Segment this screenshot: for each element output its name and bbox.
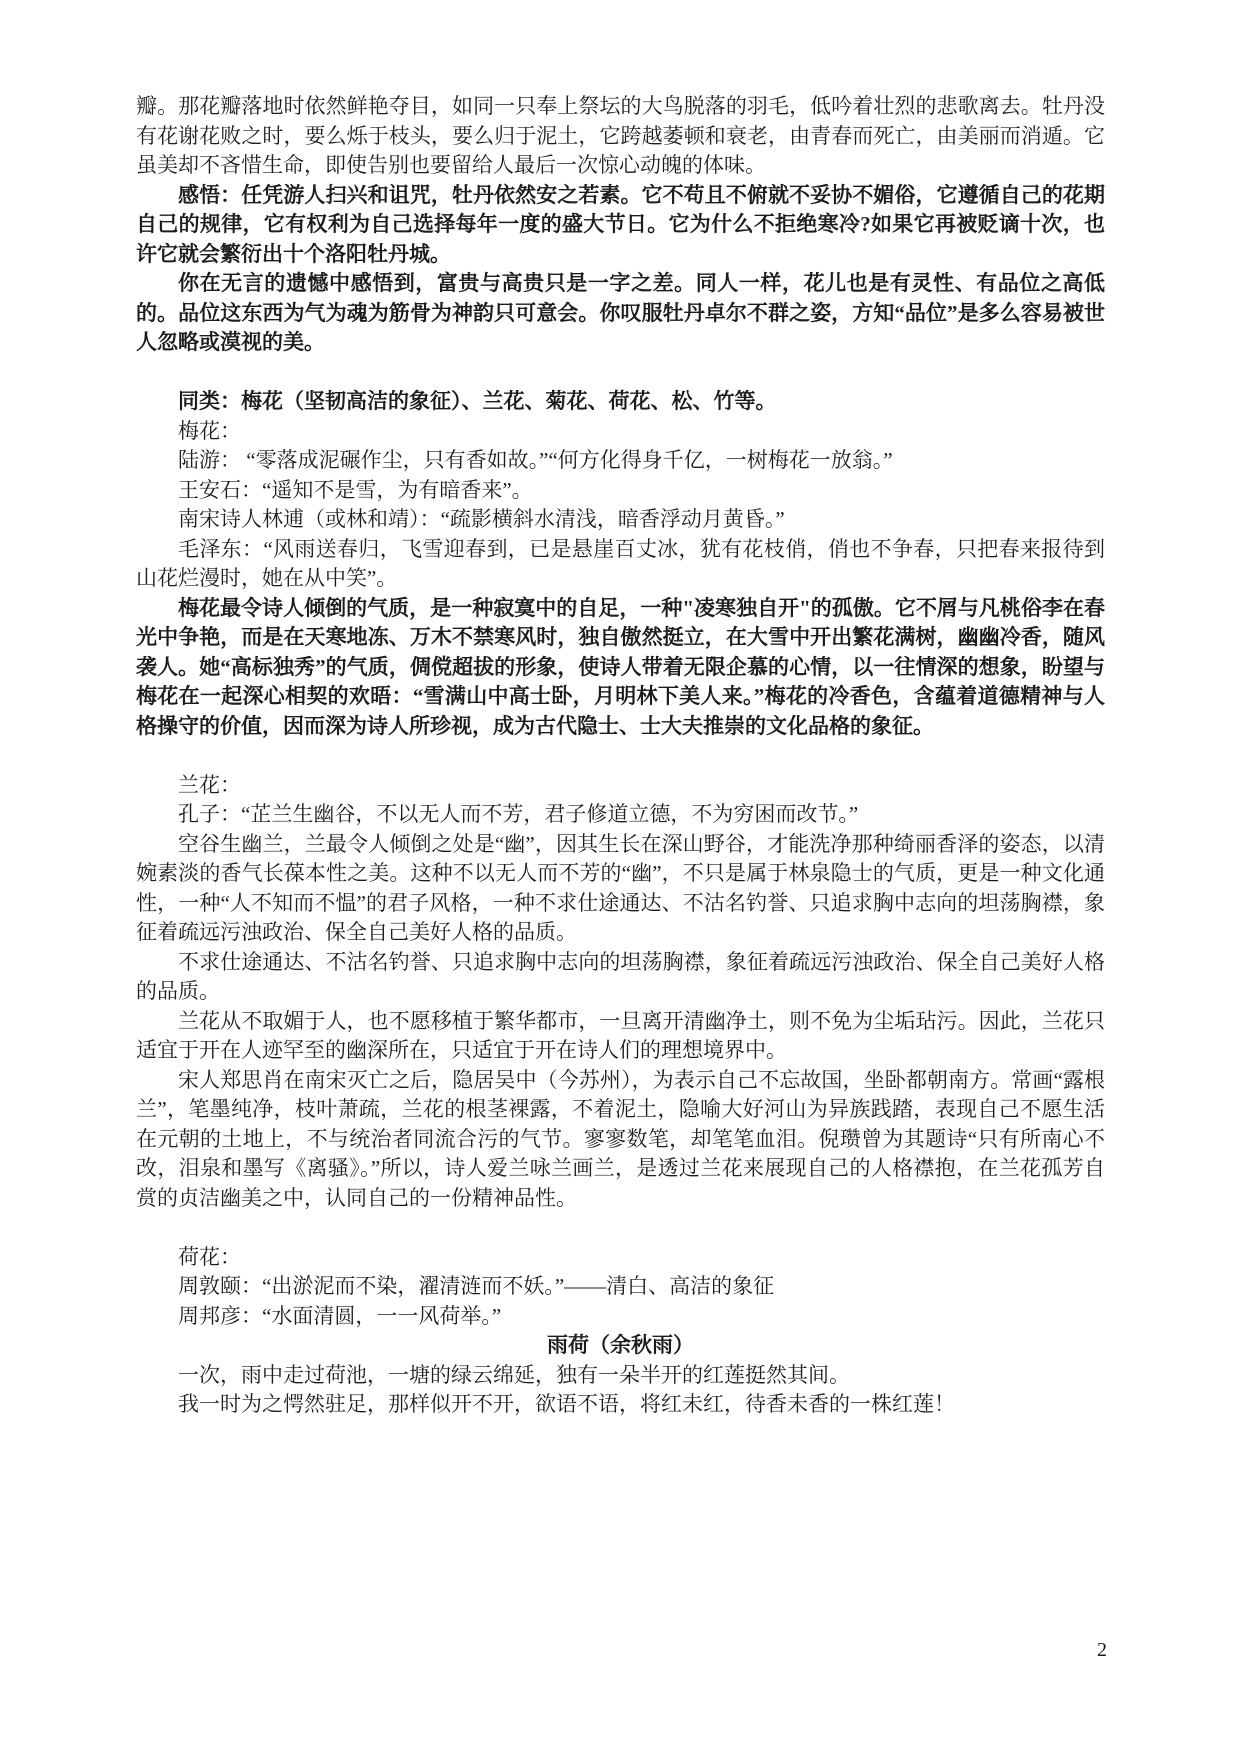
document-body xyxy=(136,92,1105,1420)
paragraph-continuation: 瓣。那花瓣落地时依然鲜艳夺目，如同一只奉上祭坛的大鸟脱落的羽毛，低吟着壮烈的悲歌离去。牡丹没有花谢花败之时，要么烁于枝头，要么归于泥土，它跨越萎顿和衰老，由青春而死亡，由美丽而消遁。它虽美却不吝惜生命，即使告别也要留给人最后一次惊心动魄的体味。 xyxy=(136,94,1105,177)
paragraph-hehua-label: 荷花： xyxy=(178,1244,241,1269)
paragraph-lanhua-analysis-1: 空谷生幽兰，兰最令人倾倒之处是“幽”，因其生长在深山野谷，才能洗净那种绮丽香泽的姿态，以清婉素淡的香气长葆本性之美。这种不以无人而不芳的“幽”，不只是属于林泉隐士的气质，更是一种文化通性，一种“人不知而不愠”的君子风格，一种不求仕途通达、不沽名钓誉、只追求胸中志向的坦荡胸襟，象征着疏远污浊政治、保全自己美好人格的品质。 xyxy=(136,831,1105,944)
paragraph-kongzi-quote: 孔子：“芷兰生幽谷，不以无人而不芳，君子修道立德，不为穷困而改节。” xyxy=(178,802,859,826)
paragraph-lanhua-analysis-3: 兰花从不取媚于人，也不愿移植于繁华都市，一旦离开清幽净土，则不免为尘垢玷污。因此，兰花只适宜于开在人迹罕至的幽深所在，只适宜于开在诗人们的理想境界中。 xyxy=(136,1008,1105,1062)
paragraph-meihua-label: 梅花： xyxy=(178,418,241,443)
paragraph-zhoubangyan-quote: 周邦彦：“水面清圆，一一风荷举。” xyxy=(178,1303,502,1328)
paragraph-zhoudunyi-quote: 周敦颐：“出淤泥而不染，濯清涟而不妖。”——清白、高洁的象征 xyxy=(178,1274,775,1298)
paragraph-yuhe-title: 雨荷（余秋雨） xyxy=(547,1333,694,1357)
paragraph-reflection: 你在无言的遗憾中感悟到，富贵与高贵只是一字之差。同人一样，花儿也是有灵性、有品位之高低的。品位这东西为气为魂为筋骨为神韵只可意会。你叹服牡丹卓尔不群之姿，方知“品位”是多么容易被世人忽略或漠视的美。 xyxy=(136,271,1105,354)
paragraph-ganwu: 感悟：任凭游人扫兴和诅咒，牡丹依然安之若素。它不苟且不俯就不妥协不媚俗，它遵循自己的花期自己的规律，它有权利为自己选择每年一度的盛大节日。它为什么不拒绝寒冷?如果它再被贬谪十次，也许它就会繁衍出十个洛阳牡丹城。 xyxy=(136,182,1105,266)
paragraph-zhengsixiao-story: 宋人郑思肖在南宋灭亡之后，隐居吴中（今苏州），为表示自己不忘故国，坐卧都朝南方。常画“露根兰”，笔墨纯净，枝叶萧疏，兰花的根茎裸露，不着泥土，隐喻大好河山为异族践踏，表现自己不愿生活在元朝的土地上，不与统治者同流合污的气节。寥寥数笔，却笔笔血泪。倪瓒曾为其题诗“只有所南心不改，泪泉和墨写《离骚》。”所以，诗人爱兰咏兰画兰，是透过兰花来展现自己的人格襟抱，在兰花孤芳自赏的贞洁幽美之中，认同自己的一份精神品性。 xyxy=(136,1067,1105,1210)
paragraph-tonglei-heading: 同类：梅花（坚韧高洁的象征）、兰花、菊花、荷花、松、竹等。 xyxy=(178,389,777,413)
paragraph-meihua-analysis: 梅花最令诗人倾倒的气质，是一种寂寞中的自足，一种"凌寒独自开"的孤傲。它不屑与凡桃俗李在春光中争艳，而是在天寒地冻、万木不禁寒风时，独自傲然挺立，在大雪中开出繁花满树，幽幽冷香，随风袭人。她“高标独秀”的气质，倜傥超拔的形象，使诗人带着无限企慕的心情，以一往情深的想象，盼望与梅花在一起深心相契的欢晤：“雪满山中高士卧，月明林下美人来。”梅花的冷香色，含蕴着道德精神与人格操守的价值，因而深为诗人所珍视，成为古代隐士、士大夫推崇的文化品格的象征。 xyxy=(136,595,1105,738)
paragraph-yuhe-line-2: 我一时为之愕然驻足，那样似开不开，欲语不语，将红未红，待香未香的一株红莲！ xyxy=(178,1392,955,1416)
paragraph-wanganshi-quote: 王安石：“遥知不是雪，为有暗香来”。 xyxy=(178,477,533,502)
paragraph-luyou-quote: 陆游： “零落成泥碾作尘，只有香如故。”“何方化得身千亿，一树梅花一放翁。” xyxy=(178,448,893,472)
paragraph-lanhua-analysis-2: 不求仕途通达、不沽名钓誉、只追求胸中志向的坦荡胸襟，象征着疏远污浊政治、保全自己美好人格的品质。 xyxy=(136,949,1105,1003)
paragraph-linbu-quote: 南宋诗人林逋（或林和靖）：“疏影横斜水清浅，暗香浮动月黄昏。” xyxy=(178,507,785,531)
paragraph-lanhua-label: 兰花： xyxy=(178,772,241,797)
paragraph-yuhe-line-1: 一次，雨中走过荷池，一塘的绿云绵延，独有一朵半开的红莲挺然其间。 xyxy=(178,1362,850,1387)
page-number: 2 xyxy=(1097,1639,1107,1661)
paragraph-maozedong-quote: 毛泽东：“风雨送春归，飞雪迎春到，已是悬崖百丈冰，犹有花枝俏，俏也不争春，只把春来报待到山花烂漫时，她在从中笑”。 xyxy=(136,536,1105,590)
